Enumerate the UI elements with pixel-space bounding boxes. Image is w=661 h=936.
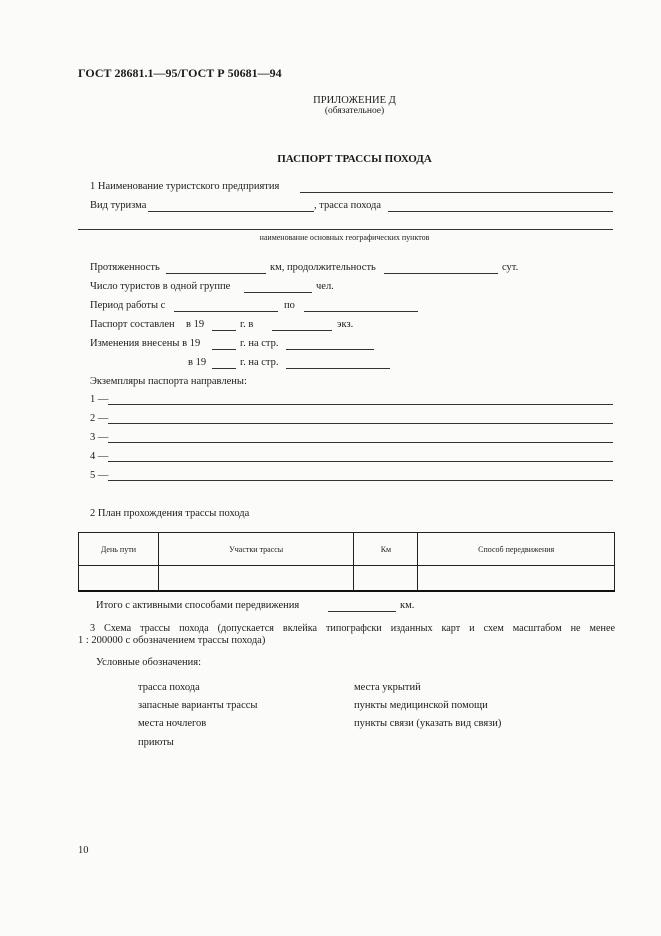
- changes2-page-field[interactable]: [286, 368, 390, 369]
- period-to-field[interactable]: [304, 311, 418, 312]
- people-label: чел.: [316, 281, 334, 292]
- appendix-subtitle: (обязательное): [324, 106, 385, 116]
- total-km-field[interactable]: [328, 611, 396, 612]
- column-header-km: Км: [354, 533, 418, 566]
- table-header-row: [79, 533, 615, 566]
- duration-field[interactable]: [384, 273, 498, 274]
- column-header-day: День пути: [79, 533, 159, 566]
- compiled-label: Паспорт составлен: [90, 319, 175, 330]
- list-number: 1 —: [90, 394, 109, 405]
- list-number: 4 —: [90, 451, 109, 462]
- group-size-label: Число туристов в одной группе: [90, 281, 231, 292]
- table-row: [79, 566, 615, 592]
- page-number: 10: [78, 845, 89, 856]
- geo-points-field[interactable]: [78, 229, 613, 230]
- legend-item: пункты медицинской помощи: [354, 700, 488, 711]
- copies-label: экз.: [337, 319, 354, 330]
- days-label: сут.: [502, 262, 519, 273]
- total-label: Итого с активными способами передвижения: [96, 600, 300, 611]
- route-plan-table: [78, 532, 615, 592]
- enterprise-field[interactable]: [300, 192, 613, 193]
- compiled-year-label: в 19: [186, 319, 205, 330]
- changes-label: Изменения внесены в 19: [90, 338, 201, 349]
- table-cell[interactable]: [418, 566, 615, 592]
- compiled-in-label: г. в: [240, 319, 254, 330]
- period-to-label: по: [284, 300, 295, 311]
- route-field[interactable]: [388, 211, 613, 212]
- changes-page-label: г. на стр.: [240, 338, 279, 349]
- column-header-segments: Участки трассы: [158, 533, 354, 566]
- group-size-field[interactable]: [244, 292, 312, 293]
- tourism-type-label: Вид туризма: [90, 200, 147, 211]
- recipient-field[interactable]: [108, 404, 613, 405]
- total-unit: км.: [400, 600, 415, 611]
- legend-title: Условные обозначения:: [96, 657, 202, 668]
- recipient-field[interactable]: [108, 461, 613, 462]
- legend-item: места ночлегов: [138, 718, 207, 729]
- geo-points-caption: наименование основных географических пунктов: [259, 233, 430, 242]
- sent-to-label: Экземпляры паспорта направлены:: [90, 376, 247, 387]
- changes2-year-field[interactable]: [212, 368, 236, 369]
- compiled-year-field[interactable]: [212, 330, 236, 331]
- legend-item: приюты: [138, 737, 174, 748]
- section3-text-line2: 1 : 200000 с обозначением трассы похода): [78, 635, 266, 646]
- km-duration-label: км, продолжительность: [270, 262, 376, 273]
- document-title: ПАСПОРТ ТРАССЫ ПОХОДА: [277, 153, 432, 165]
- appendix-title: ПРИЛОЖЕНИЕ Д: [313, 95, 396, 106]
- route-label: , трасса похода: [314, 200, 382, 211]
- table-cell[interactable]: [354, 566, 418, 592]
- list-number: 2 —: [90, 413, 109, 424]
- legend-item: места укрытий: [354, 682, 421, 693]
- section3-text-line1: 3 Схема трассы похода (допускается вклейка типографски изданных карт и схем масштабом не менее: [90, 623, 615, 634]
- length-field[interactable]: [166, 273, 266, 274]
- recipient-field[interactable]: [108, 480, 613, 481]
- list-number: 3 —: [90, 432, 109, 443]
- gost-header: ГОСТ 28681.1—95/ГОСТ Р 50681—94: [78, 66, 282, 80]
- enterprise-label: 1 Наименование туристского предприятия: [90, 181, 280, 192]
- recipient-field[interactable]: [108, 423, 613, 424]
- changes-page-field[interactable]: [286, 349, 374, 350]
- legend-item: запасные варианты трассы: [138, 700, 258, 711]
- tourism-type-field[interactable]: [148, 211, 314, 212]
- changes-year-field[interactable]: [212, 349, 236, 350]
- length-label: Протяженность: [90, 262, 160, 273]
- table-cell[interactable]: [158, 566, 354, 592]
- changes2-page-label: г. на стр.: [240, 357, 279, 368]
- period-from-field[interactable]: [174, 311, 278, 312]
- recipient-field[interactable]: [108, 442, 613, 443]
- section2-title: 2 План прохождения трассы похода: [90, 508, 250, 519]
- legend-item: пункты связи (указать вид связи): [354, 718, 502, 729]
- list-number: 5 —: [90, 470, 109, 481]
- column-header-transport: Способ передвижения: [418, 533, 615, 566]
- legend-item: трасса похода: [138, 682, 200, 693]
- copies-field[interactable]: [272, 330, 332, 331]
- changes2-year-label: в 19: [188, 357, 207, 368]
- period-from-label: Период работы с: [90, 300, 166, 311]
- table-cell[interactable]: [79, 566, 159, 592]
